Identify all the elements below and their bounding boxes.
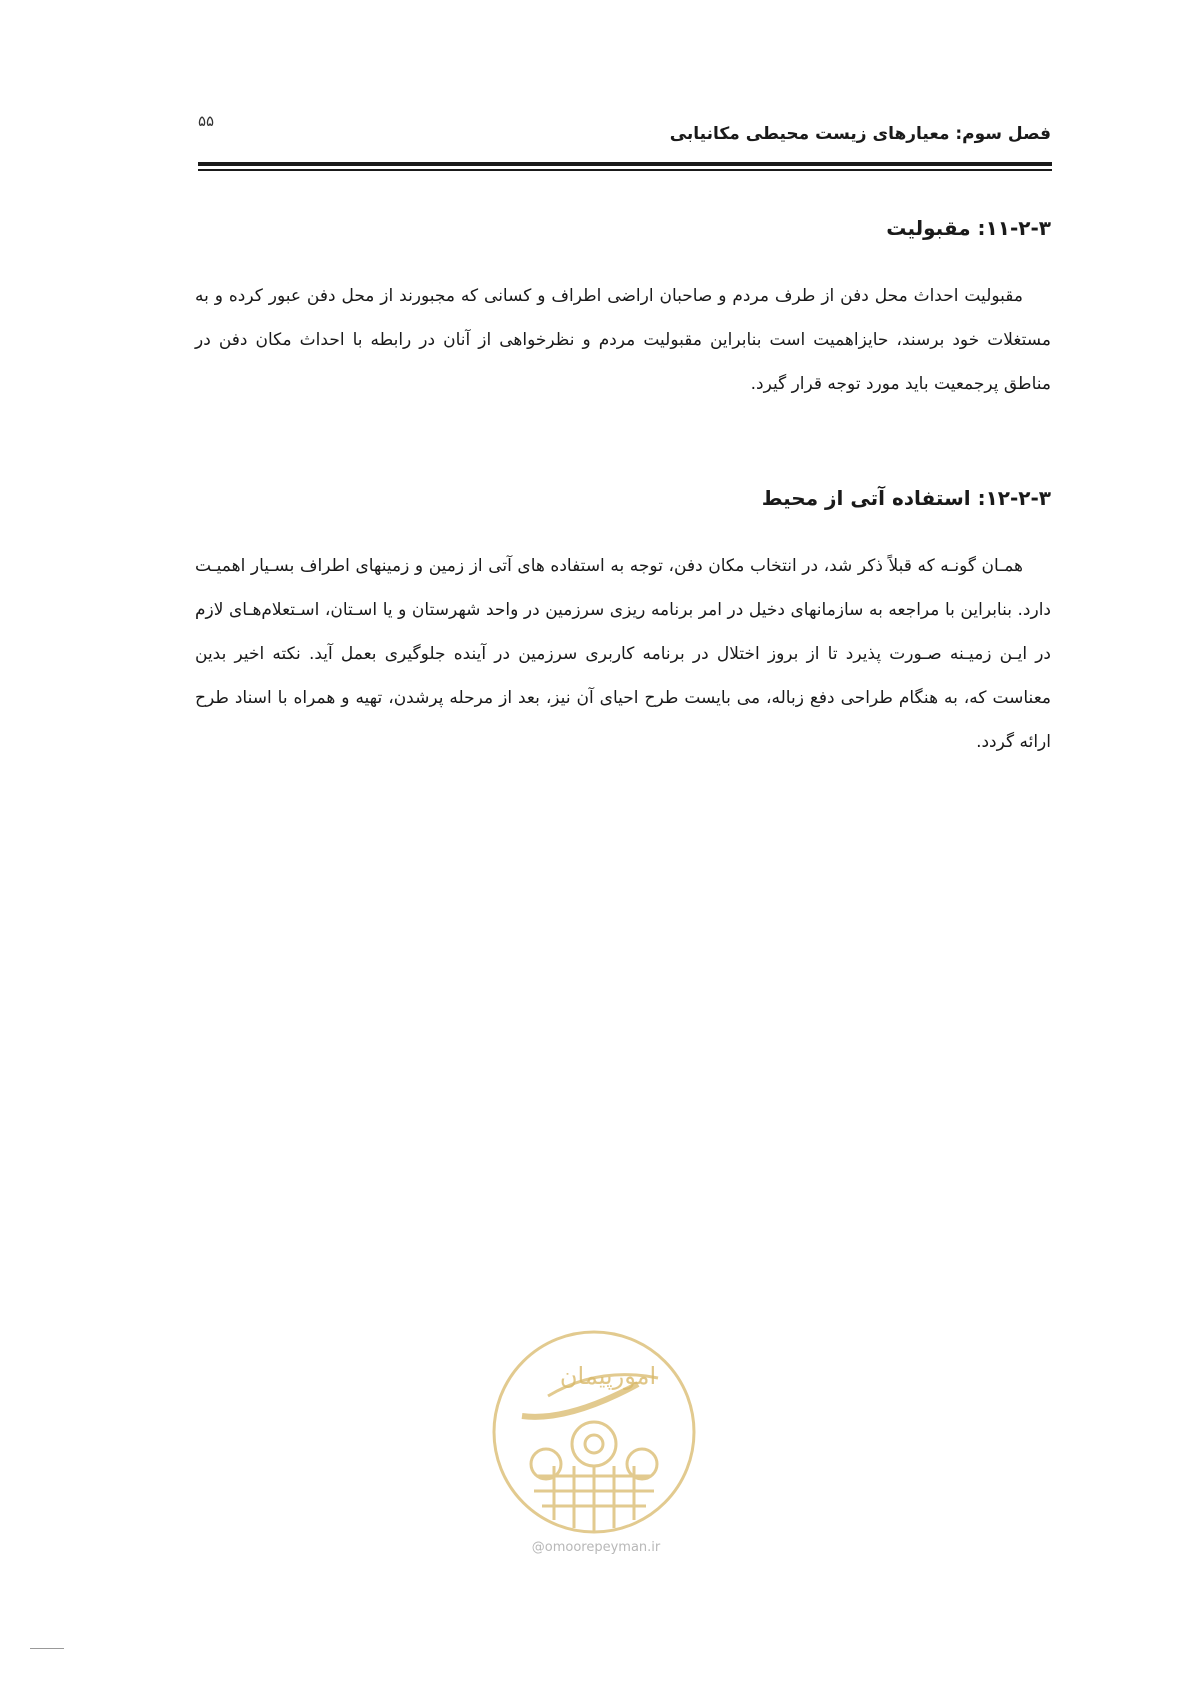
header-divider-thick <box>198 162 1052 166</box>
section-heading: ۱۱-۲-۳: مقبولیت <box>886 216 1051 240</box>
section-paragraph: مقبولیت احداث محل دفن از طرف مردم و صاحبان اراضی اطراف و کسانی که مجبورند از محل دفن عبور کرده و به مستغلات خود برسند، حایزاهمیت است بنابراین مقبولیت مردم و نظرخواهی از آنان در رابطه با احداث مکان دفن در مناطق پرجمعیت باید مورد توجه قرار گیرد. <box>195 286 1051 394</box>
header-divider-thin <box>198 169 1052 171</box>
watermark-url <box>491 1540 701 1555</box>
section-future-use <box>195 486 1051 764</box>
watermark-logo <box>488 1326 700 1538</box>
watermark-url-text: omoorepeyman.ir <box>544 1540 661 1555</box>
section-paragraph: همـان گونـه که قبلاً ذکر شد، در انتخاب مکان دفن، توجه به استفاده های آتی از زمین و زمینهای اطراف بسـیار اهمیـت دارد. بنابراین با مراجعه به سازمانهای دخیل در امر برنامه ریزی سرزمین در واحد شهرستان و یا اسـتان، اسـتعلام‌هـای لازم در ایـن زمیـنه صـورت پذیرد تا از بروز اختلال در برنامه کاربری سرزمین در آینده جلوگیری بعمل آید. نکته اخیر بدین معناست که، به هنگام طراحی دفع زباله، می بایست طرح احیای آن نیز، بعد از مرحله پرشدن، تهیه و همراه با اسناد طرح ارائه گردد. <box>195 556 1051 752</box>
page-number: ۵۵ <box>198 112 215 130</box>
running-header-title: فصل سوم: معیارهای زیست محیطی مکانیابی <box>669 124 1051 144</box>
logo-text: امورپیمان <box>559 1362 657 1390</box>
scan-corner-mark <box>30 1648 64 1649</box>
section-acceptability <box>195 216 1051 406</box>
at-icon: @ <box>531 1540 545 1555</box>
section-heading: ۱۲-۲-۳: استفاده آتی از محیط <box>761 486 1051 510</box>
